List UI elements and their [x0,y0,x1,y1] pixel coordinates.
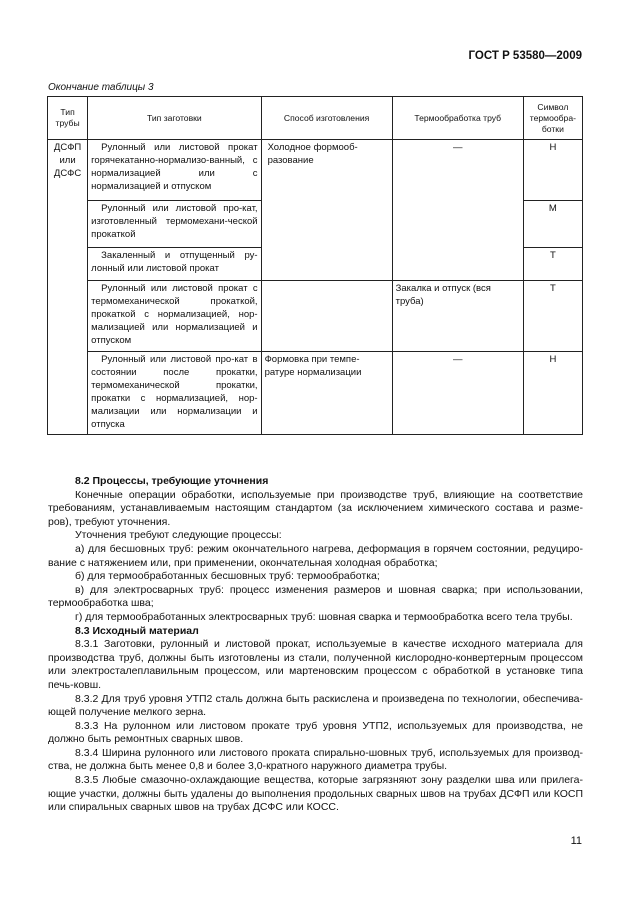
heat-cell-shared: — [392,140,523,281]
header-heat-treatment: Термообработка труб [392,97,523,140]
symbol-cell: М [523,201,582,248]
blank-type-cell: Рулонный или листовой про-кат в состоянии после прокатки, термомеханической прокатки, прокатки с нормализацией, нор-мализации или нормализации и отпуска [88,352,261,435]
table-caption: Окончание таблицы 3 [48,82,154,93]
header-pipe-type: Тип трубы [48,97,88,140]
heat-treatment-cell: Закалка и отпуск (вся труба) [392,281,523,352]
page-number: 11 [570,835,582,847]
section-8-2 [48,475,583,815]
paragraph: г) для термообработанных электросварных труб: шовная сварка и термообработка всего тела трубы. [75,610,573,623]
standard-header: ГОСТ Р 53580—2009 [468,50,582,62]
table-row [48,140,583,201]
paragraph: б) для термообработанных бесшовных труб: термообработка; [75,570,380,583]
paragraph: Уточнения требуют следующие процессы: [75,529,282,542]
paragraph: а) для бесшовных труб: режим окончательного нагрева, деформация в горячем состоянии, редуциро-вание с натяжением или, при применении, окончательная холодная обработка; [48,542,583,569]
header-blank-type: Тип заготовки [88,97,261,140]
blank-type-cell: Рулонный или листовой прокат горячекатанно-нормализо-ванный, с нормализацией или с нормализацией и отпуском [88,140,261,201]
paragraph: 8.3.4 Ширина рулонного или листового проката спирально-шовных труб, используемых для производ-ства, не должна быть менее 0,8 и более 3,0-кратного наружного диаметра трубы. [48,746,583,773]
method-cell: Формовка при темпе-ратуре нормализации [261,352,392,435]
table-header-row [48,97,583,140]
paragraph: 8.3.3 На рулонном или листовом прокате труб уровня УТП2, используемых для производства, не должно быть ремонтных сварных швов. [48,719,583,746]
symbol-cell: Т [523,281,582,352]
paragraph: 8.3.5 Любые смазочно-охлаждающие вещества, которые загрязняют зону разделки шва или прилега-ющие участки, должны быть удалены до выполнения продольных сварных швов на трубах ДСФП или КОСП или спиральных сварных швов на трубах ДСФС или КОСС. [48,774,583,814]
paragraph: Конечные операции обработки, используемые при производстве труб, влияющие на соответствие требованиям, устанавливаемым настоящим стандартом (за исключением химического состава и разме-ров), требуют уточнения. [48,488,583,528]
method-cell-shared: Холодное формооб-разование [261,140,392,281]
blank-type-cell: Рулонный или листовой про-кат, изготовленный термомехани-ческой прокаткой [88,201,261,248]
symbol-cell: Т [523,248,582,281]
symbol-cell: Н [523,352,582,435]
blank-type-cell: Рулонный или листовой прокат с термомеханической прокаткой, прокаткой с нормализацией, нор-мализацией или нормализацией и отпуском [88,281,261,352]
paragraph: 8.3.1 Заготовки, рулонный и листовой прокат, используемые в качестве исходного материала для производства труб, должны быть изготовлены из стали, полученной кислородно-конвертерным процессом или электросталеплавильным процессом, или мартеновским процессом с обработкой в установке типа печь-ковш. [48,638,583,691]
table-row [48,281,583,352]
paragraph: в) для электросварных труб: процесс изменения размеров и шовная сварка; при использовании, термообработка шва; [48,583,583,610]
table-row [48,352,583,435]
symbol-cell: Н [523,140,582,201]
pipe-type-cell: ДСФП или ДСФС [48,140,88,435]
section-title: 8.2 Процессы, требующие уточнения [75,475,269,487]
heat-treatment-cell: — [392,352,523,435]
blank-type-cell: Закаленный и отпущенный ру-лонный или листовой прокат [88,248,261,281]
section-title: 8.3 Исходный материал [75,624,199,637]
paragraph: 8.3.2 Для труб уровня УТП2 сталь должна быть раскислена и произведена по технологии, обеспечива-ющей получение мелкого зерна. [48,692,583,719]
header-symbol: Символ термообра-ботки [523,97,582,140]
header-method: Способ изготовления [261,97,392,140]
heat-treatment-table [47,96,583,435]
method-cell-empty [261,281,392,352]
